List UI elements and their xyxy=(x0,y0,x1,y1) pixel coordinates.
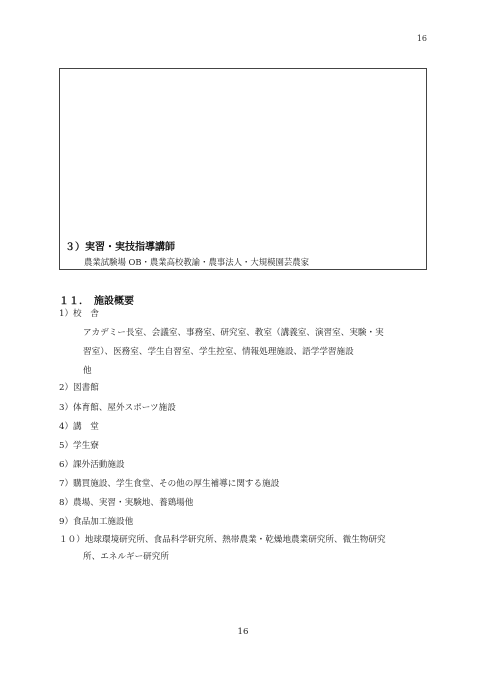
item-auditorium: 4）講 堂 xyxy=(59,422,99,432)
item-research-institutes: １０）地球環境研究所、食品科学研究所、熱帯農業・乾燥地農業研究所、微生物研究 xyxy=(59,535,386,545)
section-title: １１． 施設概要 xyxy=(59,296,134,307)
item-dormitory: 5）学生寮 xyxy=(59,441,99,451)
item-school-building: 1）校 舎 xyxy=(59,309,99,319)
box-heading: ３）実習・実技指導講師 xyxy=(65,242,175,253)
box-text: 農業試験場 OB・農業高校教諭・農事法人・大規模園芸農家 xyxy=(84,257,310,267)
school-detail-line-3: 他 xyxy=(83,366,92,376)
item-library: 2）図書館 xyxy=(59,383,99,393)
item-extracurricular: 6）課外活動施設 xyxy=(59,460,125,470)
school-detail-line-1: アカデミー長室、会議室、事務室、研究室、教室（講義室、演習室、実験・実 xyxy=(83,328,384,338)
school-detail-line-2: 習室）、医務室、学生自習室、学生控室、情報処理施設、語学学習施設 xyxy=(83,347,354,357)
item-welfare-facilities: 7）購買施設、学生食堂、その他の厚生補導に関する施設 xyxy=(59,479,280,489)
item-gymnasium: 3）体育館、屋外スポーツ施設 xyxy=(59,403,176,413)
footer-page-number: 16 xyxy=(237,627,249,637)
content-box xyxy=(59,68,427,270)
item-farm: 8）農場、実習・実験地、養鶏場他 xyxy=(59,498,194,508)
header-page-number: 16 xyxy=(416,34,427,43)
item-food-processing: 9）食品加工施設他 xyxy=(59,517,134,527)
item-research-continuation: 所、エネルギー研究所 xyxy=(83,552,169,562)
